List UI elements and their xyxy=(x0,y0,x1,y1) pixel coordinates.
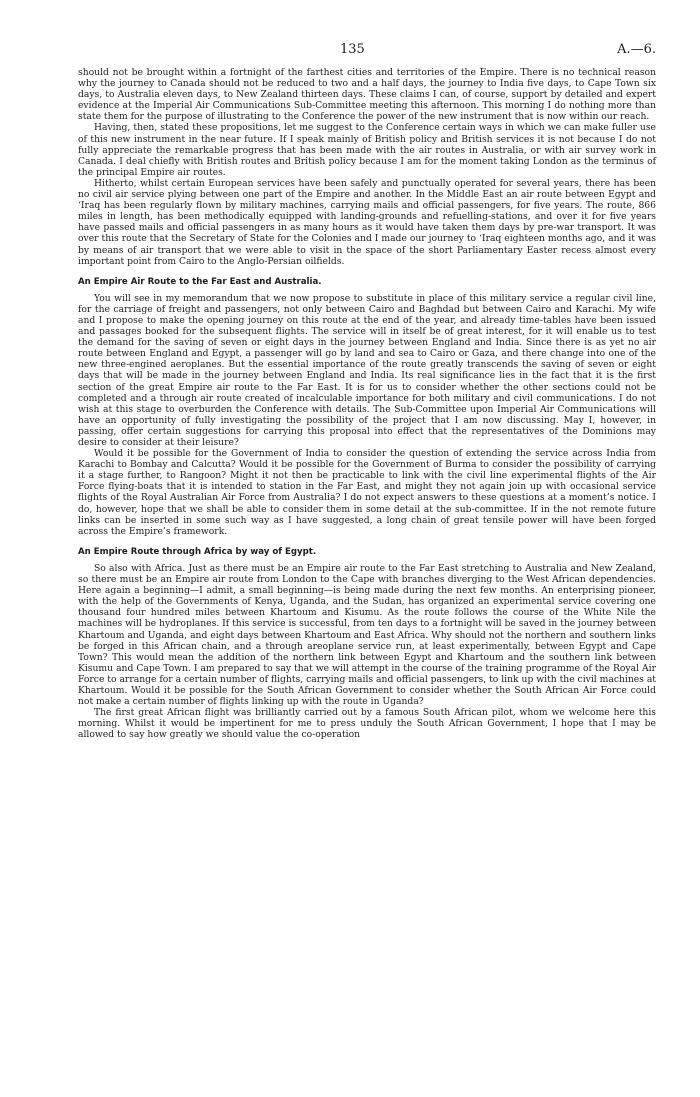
document-reference: A.—6. xyxy=(617,42,656,57)
paragraph: So also with Africa. Just as there must be an Empire air route to the Far East stretching to Australia and New Zealand, so there must be an Empire air route from London to the Cape with branches diverging to the West African dependencies. Here again a beginning—I admit, a small beginning—is being made during the next few months. An enterprising pioneer, with the help of the Governments of Kenya, Uganda, and the Sudan, has organized an experimental service covering one thousand four hundred miles between Khartoum and Kisumu. As the route follows the course of the White Nile the machines will be hydroplanes. If this service is successful, from ten days to a fortnight will be saved in the journey between Khartoum and Uganda, and eight days between Khartoum and East Africa. Why should not the northern and southern links be forged in this African chain, and a through areoplane service run, at least experimentally, between Egypt and Cape Town? This would mean the addition of the northern link between Egypt and Khartoum and the southern link between Kisumu and Cape Town. I am prepared to say that we will attempt in the course of the training programme of the Royal Air Force to arrange for a certain number of flights, carrying mails and official passengers, to link up with the civil machines at Khartoum. Would it be possible for the South African Government to consider whether the South African Air Force could not make a certain number of flights linking up with the route in Uganda? xyxy=(78,562,656,708)
paragraph: Having, then, stated these propositions, let me suggest to the Conference certain ways in which we can make fuller use of this new instrument in the near future. If I speak mainly of British policy and British services it is not because I do not fully appreciate the remarkable progress that has been made with the air routes in Australia, or with air survey work in Canada. I deal chiefly with British routes and British policy because I am for the moment taking London as the terminus of the principal Empire air routes. xyxy=(78,122,656,178)
paragraph: The first great African flight was brilliantly carried out by a famous South African pilot, whom we welcome here this morning. Whilst it would be impertinent for me to press unduly the South African Government, I hope that I may be allowed to say how greatly we should value the co-operation xyxy=(78,707,656,741)
intro-section xyxy=(78,67,656,267)
paragraph: Hitherto, whilst certain European services have been safely and punctually operated for several years, there has been no civil air service plying between one part of the Empire and another. In the Middle East an air route between Egypt and ‘Iraq has been regularly flown by military machines, carrying mails and official passengers, for five years. The route, 866 miles in length, has been methodically equipped with landing-grounds and refuelling-stations, and over it for five years have passed mails and official passengers in as many hours as it would have taken them days by pre-war transport. It was over this route that the Secretary of State for the Colonies and I made our journey to ‘Iraq eighteen months ago, and it was by means of air transport that we were able to visit in the space of the short Parliamentary Easter recess almost every important point from Cairo to the Anglo-Persian oilfields. xyxy=(78,177,656,267)
paragraph: Would it be possible for the Government of India to consider the question of extending the service across India from Karachi to Bombay and Calcutta? Would it be possible for the Government of Burma to consider the possibility of carrying it a stage further, to Rangoon? Might it not then be practicable to link with the civil line experimental flights of the Air Force flying-boats that it is intended to station in the Far East, and might they not again join up with occasional service flights of the Royal Australian Air Force from Australia? I do not expect answers to these questions at a moment’s notice. I do, however, hope that we shall be able to consider them in some detail at the sub-committee. If in the not remote future links can be inserted in some such way as I have suggested, a long chain of great tensile power will have been forged across the Empire’s framework. xyxy=(78,448,656,537)
paragraph: You will see in my memorandum that we now propose to substitute in place of this military service a regular civil line, for the carriage of freight and passengers, not only between Cairo and Baghdad but between Cairo and Karachi. My wife and I propose to make the opening journey on this route at the end of the year, and already time-tables have been issued and passages booked for the subsequent flights. The service will in itself be of great interest, for it will enable us to test the demand for the saving of seven or eight days in the journey between England and India. Since there is as yet no air route between England and Egypt, a passenger will go by land and sea to Cairo or Gaza, and there change into one of the new three-engined aeroplanes. But the essential importance of the route greatly transcends the saving of seven or eight days that will be made in the journey between England and India. Its real significance lies in the fact that it is the first section of the great Empire air route to the Far East. It is for us to consider whether the other sections could not be completed and a through air route created of incalculable importance for both military and civil communications. I do not wish at this stage to overburden the Conference with details. The Sub-Committee upon Imperial Air Communications will have an opportunity of fully investigating the possibility of the project that I am now discussing. May I, however, in passing, offer certain suggestions for carrying this proposal into effect that the representatives of the Dominions may desire to consider at their leisure? xyxy=(78,292,656,448)
page-header xyxy=(78,44,656,62)
section-far-east xyxy=(78,277,656,537)
section-africa xyxy=(78,547,656,741)
section-heading: An Empire Air Route to the Far East and Australia. xyxy=(78,276,322,287)
paragraph: should not be brought within a fortnight of the farthest cities and territories of the Empire. There is no technical reason why the journey to Canada should not be reduced to two and a half days, the journey to India five days, to Cape Town six days, to Australia eleven days, to New Zealand thirteen days. These claims I can, of course, support by detailed and expert evidence at the Imperial Air Communications Sub-Committee meeting this afternoon. This morning I do nothing more than state them for the purpose of illustrating to the Conference the power of the new instrument that is now within our reach. xyxy=(78,67,656,123)
section-heading: An Empire Route through Africa by way of Egypt. xyxy=(78,546,317,557)
page-number: 135 xyxy=(340,42,365,57)
